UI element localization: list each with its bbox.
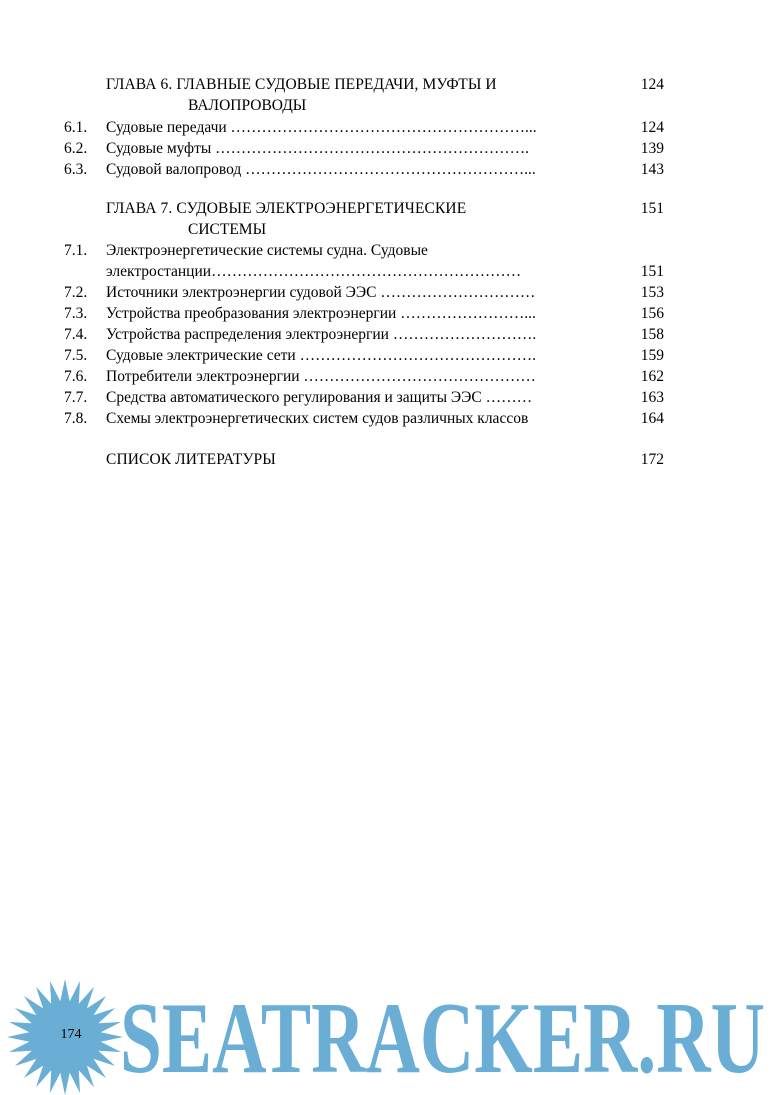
toc-entry [0, 219, 775, 241]
toc-entry [0, 198, 775, 220]
toc-entry-title: ВАЛОПРОВОДЫ [188, 97, 307, 114]
toc-entry-title: СПИСОК ЛИТЕРАТУРЫ [106, 451, 276, 468]
toc-entry [0, 387, 775, 409]
toc-entry-page: 139 [640, 140, 664, 157]
toc-entry-page: 153 [640, 284, 664, 301]
toc-entry-title: ГЛАВА 7. СУДОВЫЕ ЭЛЕКТРОЭНЕРГЕТИЧЕСКИЕ [106, 200, 467, 217]
toc-entry-title: Схемы электроэнергетических систем судов различных классов [106, 410, 529, 427]
toc-entry-title: ГЛАВА 6. ГЛАВНЫЕ СУДОВЫЕ ПЕРЕДАЧИ, МУФТЫ И [106, 76, 497, 93]
toc-entry-title: Судовые муфты ……………………………………………………. [106, 140, 530, 157]
toc-entry-page: 151 [640, 200, 664, 217]
toc-entry-page: 172 [640, 451, 664, 468]
toc-entry-number: 6.1. [64, 119, 88, 136]
toc-entry-number: 6.3. [64, 161, 88, 178]
toc-entry [0, 117, 775, 139]
toc-entry [0, 95, 775, 117]
toc-entry-title: Электроэнергетические системы судна. Судовые [106, 242, 428, 259]
toc-entry-title: Судовые передачи …………………………………………………... [106, 119, 537, 136]
toc-entry-page: 159 [640, 347, 664, 364]
page-number: 174 [60, 1027, 82, 1042]
toc-entry-number: 7.2. [64, 284, 88, 301]
toc-entry [0, 366, 775, 388]
toc-entry-number: 7.6. [64, 368, 88, 385]
watermark-text: SEATRACKER.RU [120, 982, 765, 1095]
toc-entry-title: СИСТЕМЫ [188, 221, 267, 238]
toc-entry-number: 7.7. [64, 389, 88, 406]
toc-entry-title: Судовые электрические сети ………………………………………. [106, 347, 536, 364]
seatracker-watermark [120, 975, 770, 1095]
toc-entry [0, 282, 775, 304]
toc-entry-page: 124 [640, 76, 664, 93]
toc-entry-number: 7.1. [64, 242, 88, 259]
toc-entry-title: Устройства распределения электроэнергии ………………………. [106, 326, 537, 343]
toc-entry-page: 158 [640, 326, 664, 343]
toc-entry [0, 408, 775, 430]
toc-entry-number: 7.3. [64, 305, 88, 322]
toc-entry-number: 6.2. [64, 140, 88, 157]
toc-entry-number: 7.4. [64, 326, 88, 343]
toc-entry-title: электростанции…………………………………………………… [106, 263, 522, 280]
toc-entry-title: Источники электроэнергии судовой ЭЭС ………………………… [106, 284, 536, 301]
toc-entry-number: 7.8. [64, 410, 88, 427]
toc-entry [0, 74, 775, 96]
toc-entry-number: 7.5. [64, 347, 88, 364]
toc-entry-page: 163 [640, 389, 664, 406]
toc-entry-title: Судовой валопровод ………………………………………………... [106, 161, 536, 178]
page-footer [0, 975, 775, 1095]
toc-entry [0, 324, 775, 346]
toc-entry [0, 261, 775, 283]
toc-entry [0, 345, 775, 367]
toc-entry-title: Потребители электроэнергии ……………………………………… [106, 368, 536, 385]
toc-entry-page: 164 [640, 410, 664, 427]
toc-entry-title: Средства автоматического регулирования и защиты ЭЭС ……… [106, 389, 533, 406]
toc-entry [0, 240, 775, 262]
toc-entry-page: 162 [640, 368, 664, 385]
toc-entry-page: 156 [640, 305, 664, 322]
toc-entry-page: 151 [640, 263, 664, 280]
toc-entry [0, 159, 775, 181]
toc-entry [0, 303, 775, 325]
toc-entry-page: 124 [640, 119, 664, 136]
toc-entry [0, 138, 775, 160]
toc-entry [0, 449, 775, 471]
toc-entry-page: 143 [640, 161, 664, 178]
toc-entry-title: Устройства преобразования электроэнергии ……………………... [106, 305, 536, 322]
